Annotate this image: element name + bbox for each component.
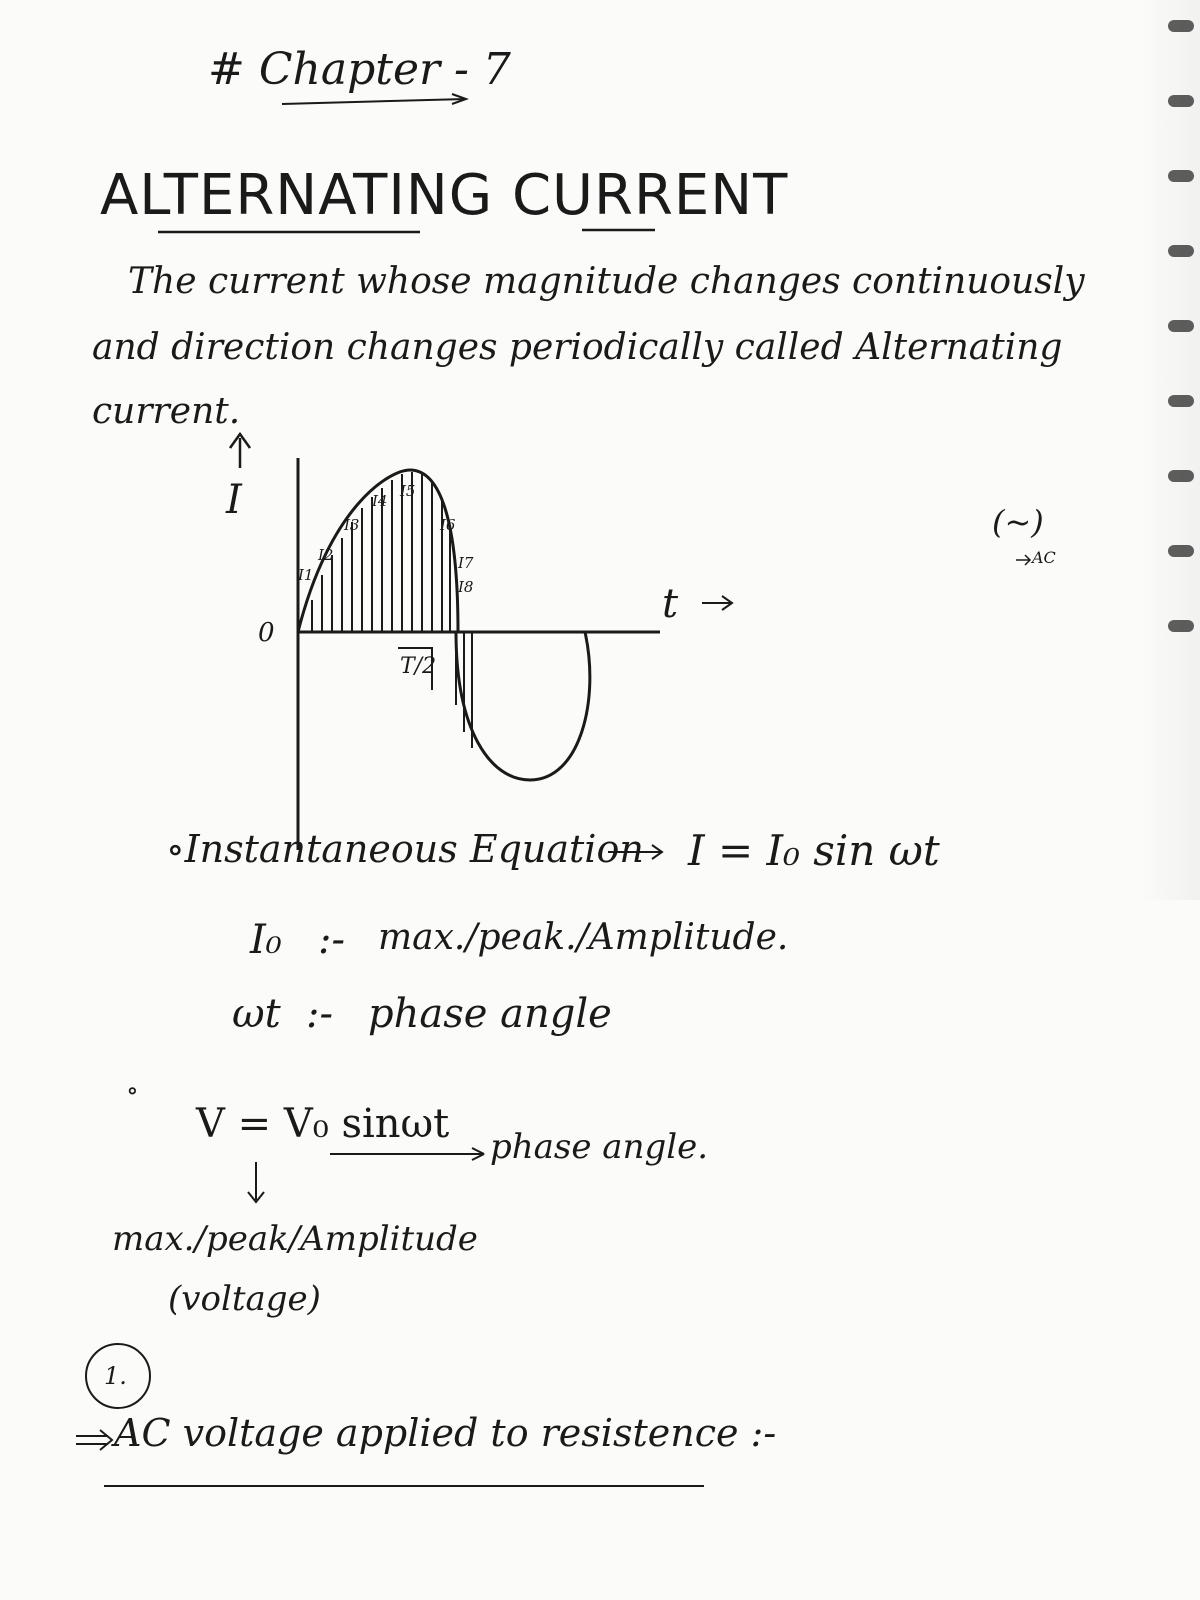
definition-line-3: current. [92,391,241,432]
definition-line-2: and direction changes periodically called Alternating [92,327,1063,368]
instantaneous-label [166,827,644,871]
ac-symbol-label: AC [1032,548,1056,567]
term-sep-2: :- [306,991,333,1037]
term-meaning-1: max./peak./Amplitude. [378,917,789,958]
voltage-amp-note: max./peak/Amplitude [112,1219,478,1259]
chapter-heading: # Chapter - 7 [208,44,511,95]
graph-origin-label: 0 [258,618,275,648]
voltage-equation: V = V₀ sinωt [196,1101,450,1147]
voltage-bullet: ∘ [126,1076,139,1106]
strip-label-2: I2 [318,546,334,564]
sine-graph [230,434,732,850]
graph-y-label: I [226,477,242,523]
strip-label-1: I1 [298,566,314,584]
term-meaning-2: phase angle [368,991,612,1037]
definition-line-1: The current whose magnitude changes continuously [128,261,1085,302]
bullet: ∘ [166,827,185,871]
instantaneous-equation: I = I₀ sin ωt [688,826,940,875]
term-symbol-1: I₀ [250,917,282,963]
strip-label-6: I6 [440,516,456,534]
section-number: 1. [104,1362,127,1390]
strip-label-8: I8 [458,578,474,596]
strip-label-4: I4 [372,492,388,510]
term-sep-1: :- [318,917,345,963]
strip-label-5: I5 [400,482,416,500]
graph-half-period: T/2 [400,654,437,679]
strip-label-7: I7 [458,554,474,572]
page-title: ALTERNATING CURRENT [100,163,789,228]
strip-label-3: I3 [344,516,360,534]
graph-x-label: t [662,581,679,627]
ac-symbol: (~) [992,503,1044,541]
section-heading: AC voltage applied to resistence :- [114,1411,777,1455]
voltage-amp-sub: (voltage) [168,1279,321,1319]
voltage-phase-note: phase angle. [490,1127,709,1167]
term-symbol-2: ωt [232,991,281,1037]
instantaneous-label-text: Instantaneous Equation [184,827,644,871]
